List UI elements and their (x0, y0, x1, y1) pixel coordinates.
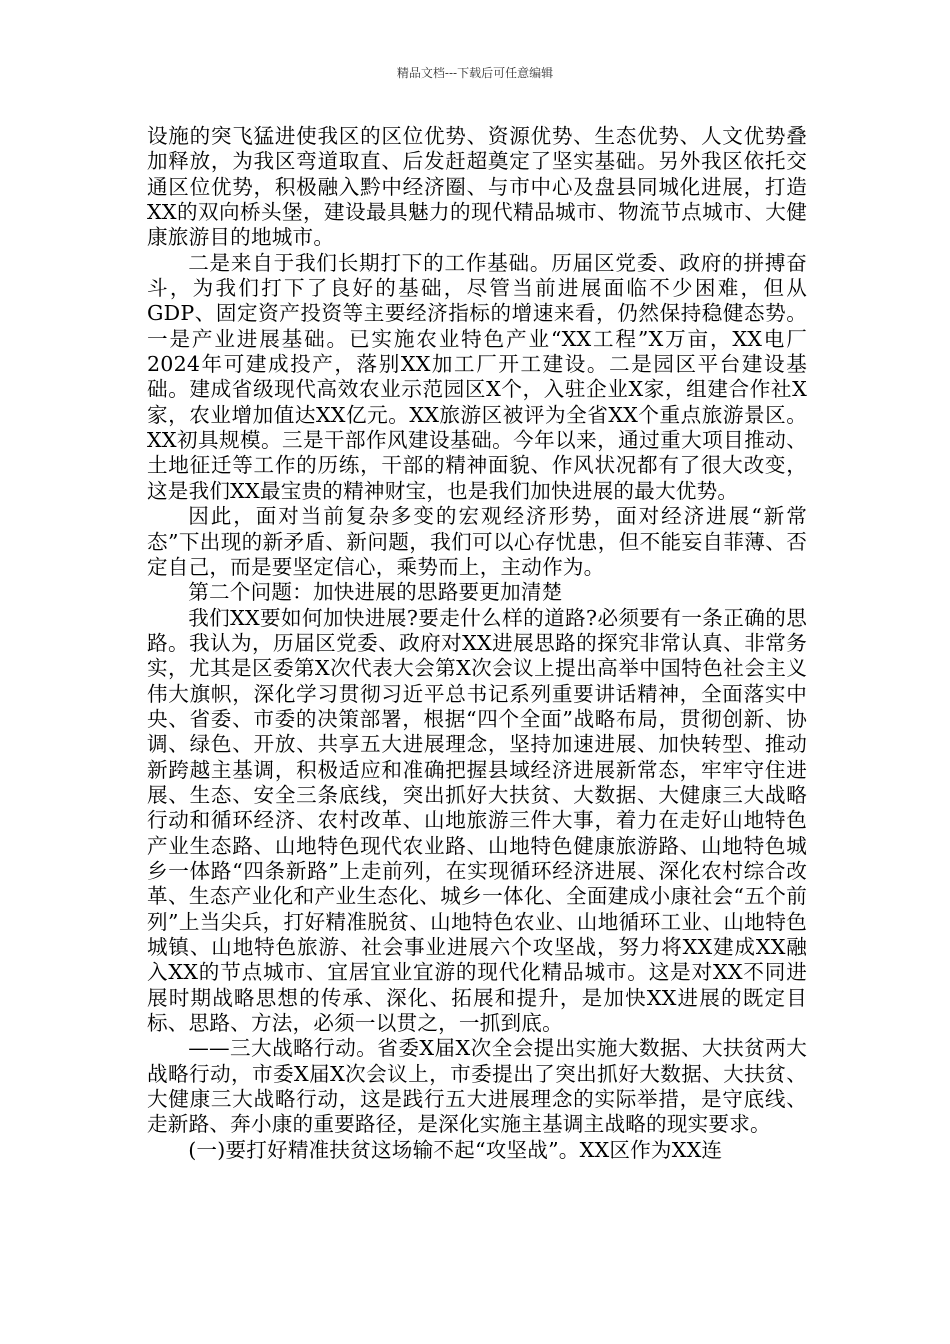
section-heading: 第二个问题：加快进展的思路要更加清楚 (188, 580, 563, 605)
page-header: 精品文档---下载后可任意编辑 (396, 66, 554, 80)
paragraph: 我们XX要如何加快进展?要走什么样的道路?必须要有一条正确的思路。我认为，历届区党委、政府对XX进展思路的探究非常认真、非常务实，尤其是区委第X次代表大会第X次会议上提出高举中国特色社会主义伟大旗帜，深化学习贯彻习近平总书记系列重要讲话精神，全面落实中央、省委、市委的决策部署，根据“四个全面”战略布局，贯彻创新、协调、绿色、开放、共享五大进展理念，坚持加速进展、加快转型、推动新跨越主基调，积极适应和准确把握县域经济进展新常态，牢牢守住进展、生态、安全三条底线，突出抓好大扶贫、大数据、大健康三大战略行动和循环经济、农村改革、山地旅游三件大事，着力在走好山地特色产业生态路、山地特色现代农业路、山地特色健康旅游路、山地特色城乡一体路“四条新路”上走前列，在实现循环经济进展、深化农村综合改革、生态产业化和产业生态化、城乡一体化、全面建成小康社会“五个前列”上当尖兵，打好精准脱贫、山地特色农业、山地循环工业、山地特色城镇、山地特色旅游、社会事业进展六个攻坚战，努力将XX建成XX融入XX的节点城市、宜居宜业宜游的现代化精品城市。这是对XX不同进展时期战略思想的传承、深化、拓展和提升，是加快XX进展的既定目标、思路、方法，必须一以贯之，一抓到底。 (147, 605, 807, 1036)
paragraph: ——三大战略行动。省委X届X次全会提出实施大数据、大扶贫两大战略行动，市委X届X次会议上，市委提出了突出抓好大数据、大扶贫、大健康三大战略行动，这是践行五大进展理念的实际举措，是守底线、走新路、奔小康的重要路径，是深化实施主基调主战略的现实要求。 (147, 1036, 807, 1137)
paragraph: 二是来自于我们长期打下的工作基础。历届区党委、政府的拼搏奋斗，为我们打下了良好的基础，尽管当前进展面临不少困难，但从GDP、固定资产投资等主要经济指标的增速来看，仍然保持稳健态势。一是产业进展基础。已实施农业特色产业“XX工程”X万亩，XX电厂2024年可建成投产，落别XX加工厂开工建设。二是园区平台建设基础。建成省级现代高效农业示范园区X个，入驻企业X家，组建合作社X家，农业增加值达XX亿元。XX旅游区被评为全省XX个重点旅游景区。XX初具规模。三是干部作风建设基础。今年以来，通过重大项目推动、土地征迁等工作的历练，干部的精神面貌、作风状况都有了很大改变，这是我们XX最宝贵的精神财宝，也是我们加快进展的最大优势。 (147, 250, 807, 503)
paragraph: 设施的突飞猛进使我区的区位优势、资源优势、生态优势、人文优势叠加释放，为我区弯道取直、后发赶超奠定了坚实基础。另外我区依托交通区位优势，积极融入黔中经济圈、与市中心及盘县同城化进展，打造XX的双向桥头堡，建设最具魅力的现代精品城市、物流节点城市、大健康旅游目的地城市。 (147, 124, 807, 250)
document-body (147, 124, 807, 1163)
paragraph: (一)要打好精准扶贫这场输不起“攻坚战”。XX区作为XX连 (188, 1137, 723, 1162)
paragraph: 因此，面对当前复杂多变的宏观经济形势，面对经济进展“新常态”下出现的新矛盾、新问题，我们可以心存忧患，但不能妄自菲薄、否定自己，而是要坚定信心，乘势而上，主动作为。 (147, 504, 807, 579)
